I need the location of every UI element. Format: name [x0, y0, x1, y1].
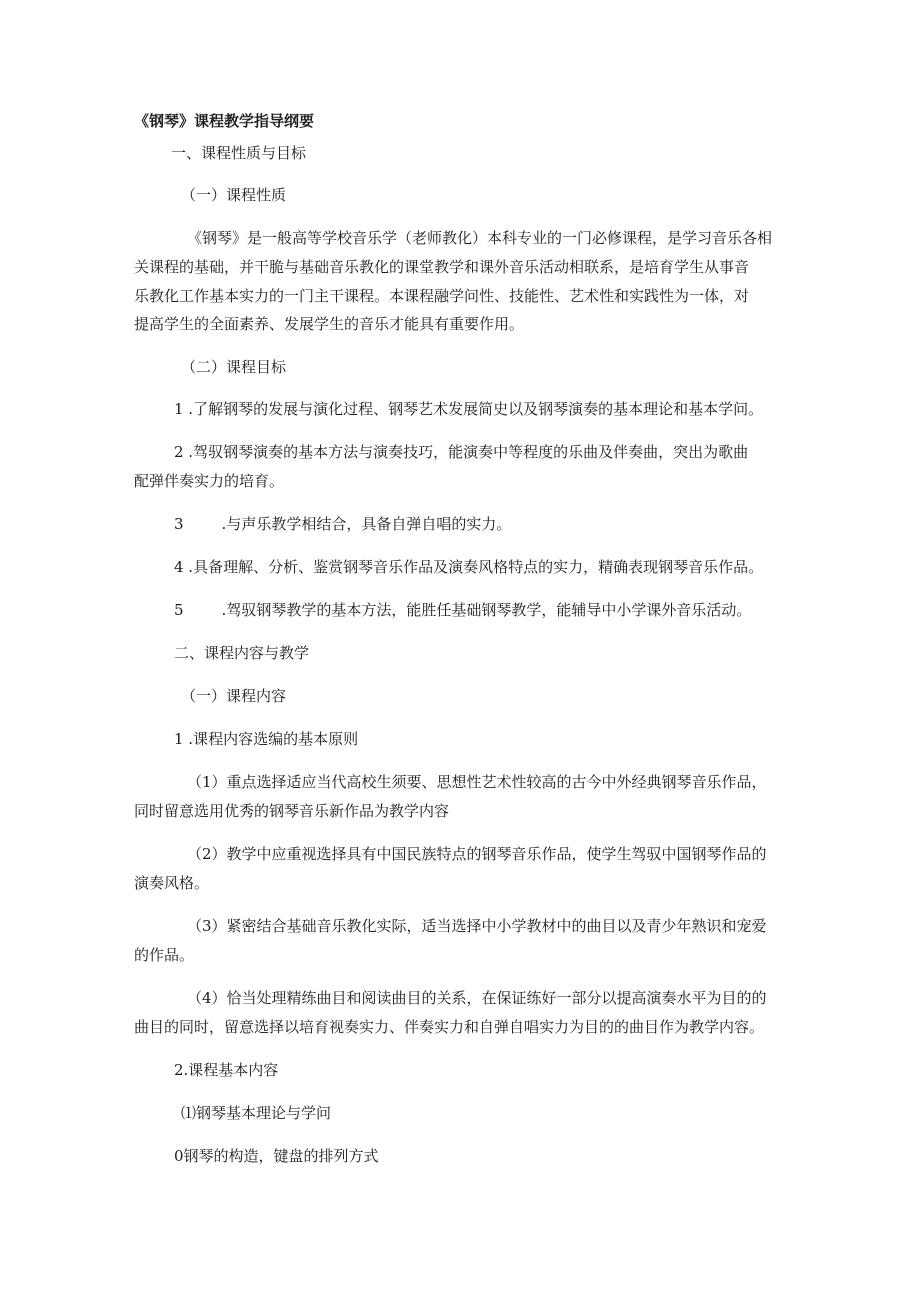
- subsection-heading-course-goals: （二）课程目标: [181, 358, 287, 376]
- goal-item-4: 4 .具备理解、分析、鉴赏钢琴音乐作品及演奏风格特点的实力，精确表现钢琴音乐作品。: [174, 558, 764, 576]
- goal-item-2-line-2: 配弹伴奏实力的培育。: [134, 472, 285, 490]
- nature-paragraph-line-3: 乐教化工作基本实力的一门主干课程。本课程融学问性、技能性、艺术性和实践性为一体，对: [134, 287, 750, 305]
- principle-1-line-1: （1）重点选择适应当代高校生须要、思想性艺术性较高的古今中外经典钢琴音乐作品，: [187, 773, 767, 791]
- goal-item-3-number: 3: [174, 515, 184, 533]
- goal-item-5-number: 5: [174, 601, 184, 619]
- section-heading-2: 二、课程内容与教学: [174, 644, 310, 662]
- section-heading-1: 一、课程性质与目标: [171, 144, 307, 162]
- goal-item-5-text: .驾驭钢琴教学的基本方法，能胜任基础钢琴教学，能辅导中小学课外音乐活动。: [221, 601, 752, 619]
- principle-1-line-2: 同时留意选用优秀的钢琴音乐新作品为教学内容: [134, 802, 450, 820]
- nature-paragraph-line-2: 关课程的基础，并干脆与基础音乐教化的课堂教学和课外音乐活动相联系，是培育学生从事音: [134, 258, 750, 276]
- principle-3-line-2: 的作品。: [134, 946, 195, 964]
- goal-item-2-line-1: 2 .驾驭钢琴演奏的基本方法与演奏技巧，能演奏中等程度的乐曲及伴奏曲，突出为歌曲: [174, 443, 749, 461]
- content-item-1: 1 .课程内容选编的基本原则: [174, 730, 359, 748]
- goal-item-1: 1 .了解钢琴的发展与演化过程、钢琴艺术发展简史以及钢琴演奏的基本理论和基本学问。: [174, 400, 764, 418]
- principle-2-line-1: （2）教学中应重视选择具有中国民族特点的钢琴音乐作品，使学生驾驭中国钢琴作品的: [187, 845, 767, 863]
- nature-paragraph-line-4: 提高学生的全面素养、发展学生的音乐才能具有重要作用。: [134, 315, 525, 333]
- principle-2-line-2: 演奏风格。: [134, 874, 210, 892]
- goal-item-5: [174, 600, 751, 620]
- content-item-2-1: ⑴钢琴基本理论与学问: [181, 1104, 332, 1122]
- principle-4-line-1: （4）恰当处理精练曲目和阅读曲目的关系，在保证练好一部分以提高演奏水平为目的的: [187, 989, 767, 1007]
- principle-4-line-2: 曲目的同时，留意选择以培育视奏实力、伴奏实力和自弹自唱实力为目的的曲目作为教学内容。: [134, 1018, 765, 1036]
- goal-item-3: [174, 514, 511, 534]
- document-title: 《钢琴》课程教学指导纲要: [134, 112, 315, 130]
- subsection-heading-course-nature: （一）课程性质: [181, 186, 287, 204]
- goal-item-3-text: .与声乐教学相结合，具备自弹自唱的实力。: [221, 515, 512, 533]
- principle-3-line-1: （3）紧密结合基础音乐教化实际，适当选择中小学教材中的曲目以及青少年熟识和宠爱: [187, 917, 767, 935]
- content-item-2-1-a: 0钢琴的构造，键盘的排列方式: [174, 1147, 379, 1165]
- subsection-heading-course-content: （一）课程内容: [181, 687, 287, 705]
- nature-paragraph-line-1: 《钢琴》是一般高等学校音乐学（老师教化）本科专业的一门必修课程，是学习音乐各相: [187, 229, 773, 247]
- content-item-2: 2.课程基本内容: [174, 1061, 279, 1079]
